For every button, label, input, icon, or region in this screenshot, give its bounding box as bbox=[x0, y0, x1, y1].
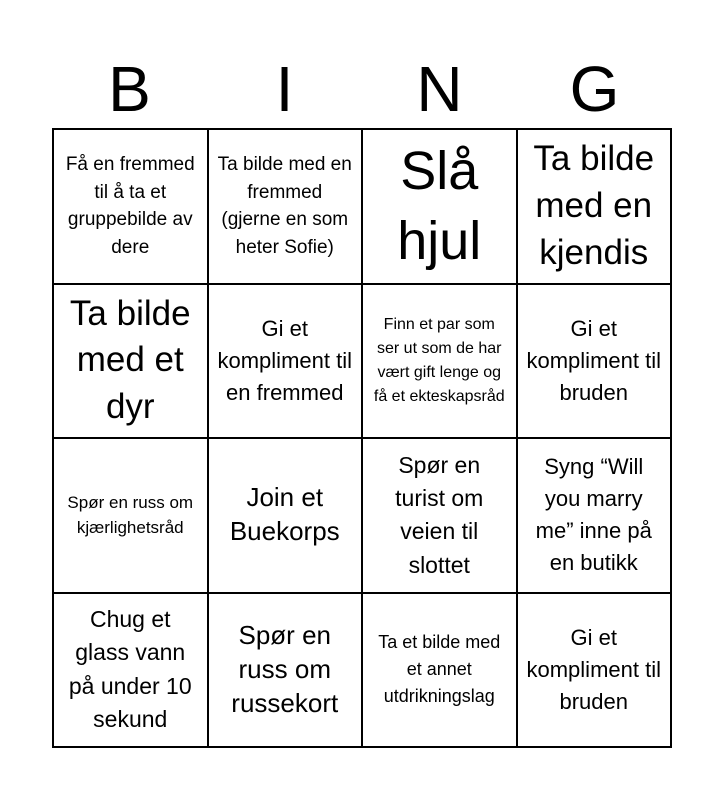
bingo-cell[interactable] bbox=[517, 593, 672, 748]
bingo-cell[interactable] bbox=[53, 438, 208, 593]
cell-text: Spør en russ om kjærlighetsråd bbox=[67, 492, 194, 538]
cell-text: Ta et bilde med et annet utdrikningslag bbox=[378, 632, 501, 707]
bingo-cell[interactable] bbox=[517, 129, 672, 284]
header-letter-n: N bbox=[416, 53, 463, 125]
cell-text: Spør en turist om veien til slottet bbox=[395, 451, 484, 578]
bingo-cell[interactable] bbox=[362, 129, 517, 284]
header-letter-b: B bbox=[108, 53, 151, 125]
cell-text: Spør en russ om russekort bbox=[231, 620, 339, 718]
cell-text: Gi et kompliment til bruden bbox=[526, 315, 661, 405]
bingo-header bbox=[52, 50, 672, 128]
bingo-cell[interactable] bbox=[208, 129, 363, 284]
cell-text: Gi et kompliment til en fremmed bbox=[217, 315, 352, 405]
cell-text: Syng “Will you marry me” inne på en butikk bbox=[535, 454, 652, 576]
bingo-cell[interactable] bbox=[208, 284, 363, 439]
cell-text: Join et Buekorps bbox=[229, 482, 340, 547]
cell-text: Få en fremmed til å ta et gruppebilde av dere bbox=[65, 154, 195, 258]
bingo-cell[interactable] bbox=[208, 593, 363, 748]
cell-text: Ta bilde med et dyr bbox=[69, 293, 191, 427]
bingo-cell[interactable] bbox=[53, 284, 208, 439]
bingo-cell[interactable] bbox=[53, 129, 208, 284]
bingo-cell[interactable] bbox=[517, 438, 672, 593]
cell-text: Ta bilde med en kjendis bbox=[533, 139, 655, 272]
cell-text: Finn et par som ser ut som de har vært gift lenge og få et ekteskapsråd bbox=[373, 315, 505, 405]
bingo-cell[interactable] bbox=[362, 438, 517, 593]
cell-text: Gi et kompliment til bruden bbox=[526, 624, 661, 714]
bingo-cell[interactable] bbox=[517, 284, 672, 439]
bingo-cell[interactable] bbox=[362, 593, 517, 748]
cell-text: Slå hjul bbox=[397, 141, 482, 272]
header-letter-i: I bbox=[275, 53, 294, 125]
bingo-cell[interactable] bbox=[208, 438, 363, 593]
cell-text: Ta bilde med en fremmed (gjerne en som heter Sofie) bbox=[217, 154, 352, 258]
cell-text: Chug et glass vann på under 10 sekund bbox=[68, 606, 192, 733]
bingo-cell[interactable] bbox=[362, 284, 517, 439]
bingo-cell[interactable] bbox=[53, 593, 208, 748]
header-letter-g: G bbox=[569, 53, 620, 125]
bingo-grid bbox=[52, 128, 672, 748]
